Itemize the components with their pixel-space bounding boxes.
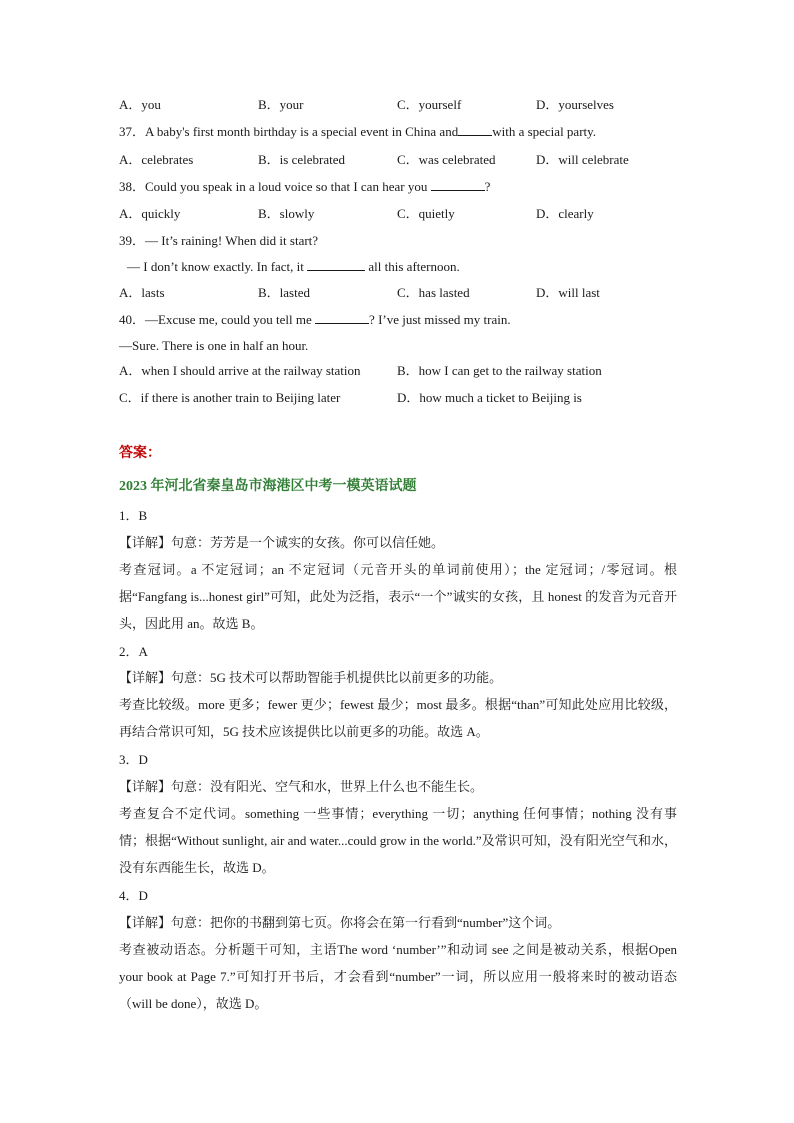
answer-1-detail: 【详解】句意：芳芳是一个诚实的女孩。你可以信任她。 — [119, 535, 445, 550]
q37-stem-pre: 37．A baby's first month birthday is a special event in China and — [119, 124, 459, 139]
q37-option-a: A．celebrates — [119, 152, 194, 167]
q39-option-a: A．lasts — [119, 285, 165, 300]
answer-3-explanation: 考查复合不定代词。something 一些事情；everything 一切；anything 任何事情；nothing 没有事情；根据“Without sunlight, air and water...could grow in the world.”及常识可知，没有阳光空气和水，没有东西能生长，故选 D。 — [119, 806, 677, 875]
answer-3-detail: 【详解】句意：没有阳光、空气和水，世界上什么也不能生长。 — [119, 779, 484, 794]
q38-option-a: A．quickly — [119, 206, 181, 221]
q40-line2: —Sure. There is one in half an hour. — [119, 338, 309, 353]
answer-1-explanation: 考查冠词。a 不定冠词；an 不定冠词（元音开头的单词前使用）；the 定冠词；/零冠词。根据“Fangfang is...honest girl”可知，此处为泛指，表示“一个”诚实的女孩，且 honest 的发音为元音开头，因此用 an。故选 B。 — [119, 562, 677, 631]
q40-option-d: D．how much a ticket to Beijing is — [397, 390, 582, 405]
q36-option-c: C．yourself — [397, 97, 462, 112]
q38-stem — [119, 178, 490, 196]
q40-option-a: A．when I should arrive at the railway station — [119, 363, 361, 378]
answer-4-number: 4．D — [119, 888, 148, 903]
answer-title: 2023 年河北省秦皇岛市海港区中考一模英语试题 — [119, 479, 417, 494]
q40-stem — [119, 311, 511, 329]
answer-3-number: 3．D — [119, 752, 148, 767]
answer-blank — [431, 178, 485, 191]
q37-option-d: D．will celebrate — [536, 152, 629, 167]
q36-option-b: B．your — [258, 97, 304, 112]
q37-stem-post: with a special party. — [492, 124, 597, 139]
q36-option-d: D．yourselves — [536, 97, 614, 112]
q37-option-b: B．is celebrated — [258, 152, 345, 167]
answer-blank — [315, 311, 369, 324]
answer-4-detail: 【详解】句意：把你的书翻到第七页。你将会在第一行看到“number”这个词。 — [119, 915, 561, 930]
q39-option-c: C．has lasted — [397, 285, 470, 300]
q39-line2 — [127, 258, 460, 276]
q40-stem-pre: 40．—Excuse me, could you tell me — [119, 312, 312, 327]
answer-1-number: 1．B — [119, 508, 148, 523]
q39-line2-pre: — I don’t know exactly. In fact, it — [127, 259, 304, 274]
q37-option-c: C．was celebrated — [397, 152, 496, 167]
q39-line2-post: all this afternoon. — [368, 259, 460, 274]
answer-blank — [458, 123, 492, 136]
q39-stem: 39．— It’s raining! When did it start? — [119, 233, 319, 248]
answer-2-detail: 【详解】句意：5G 技术可以帮助智能手机提供比以前更多的功能。 — [119, 670, 503, 685]
q38-option-b: B．slowly — [258, 206, 315, 221]
q37-stem — [119, 123, 596, 141]
answer-label: 答案： — [119, 446, 161, 461]
q40-stem-post: ? I’ve just missed my train. — [369, 312, 511, 327]
answer-2-number: 2．A — [119, 644, 148, 659]
q38-stem-post: ? — [484, 179, 491, 194]
answer-2-explanation: 考查比较级。more 更多；fewer 更少；fewest 最少；most 最多。根据“than”可知此处应用比较级，再结合常识可知，5G 技术应该提供比以前更多的功能。故选 A。 — [119, 697, 677, 739]
q40-option-b: B．how I can get to the railway station — [397, 363, 602, 378]
answer-blank — [307, 258, 365, 271]
q38-stem-pre: 38．Could you speak in a loud voice so that I can hear you — [119, 179, 428, 194]
q38-option-c: C．quietly — [397, 206, 455, 221]
q40-option-c: C．if there is another train to Beijing later — [119, 390, 341, 405]
q39-option-b: B．lasted — [258, 285, 310, 300]
answer-4-explanation: 考查被动语态。分析题干可知，主语The word ‘number’”和动词 see 之间是被动关系，根据Open your book at Page 7.”可知打开书后，才会看到“number”一词，所以应用一般将来时的被动语态（will be done），故选 D。 — [119, 942, 677, 1011]
q38-option-d: D．clearly — [536, 206, 594, 221]
q39-option-d: D．will last — [536, 285, 600, 300]
q36-option-a: A．you — [119, 97, 161, 112]
